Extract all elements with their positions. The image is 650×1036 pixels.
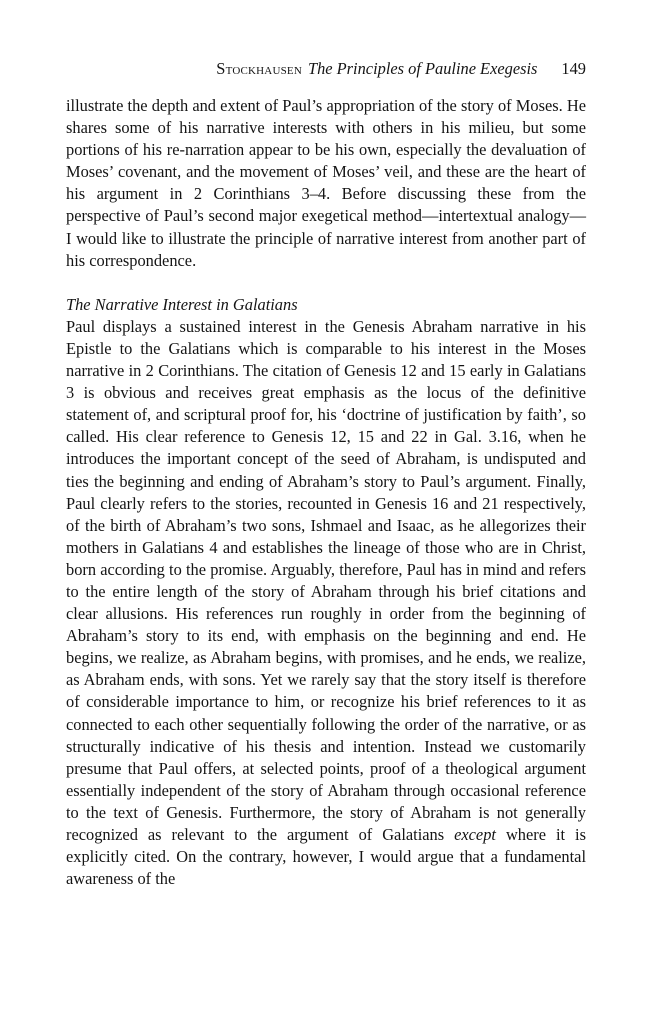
running-header <box>66 58 586 80</box>
header-title: The Principles of Pauline Exegesis <box>307 59 538 78</box>
emphasis-word: except <box>454 825 496 844</box>
section-heading: The Narrative Interest in Galatians <box>66 294 298 314</box>
paragraph-text-part-2: where it is explicitly cited. On the contrary, however, I would argue that a fundamental awareness of the <box>66 825 586 889</box>
header-author: Stockhausen <box>216 59 302 78</box>
page-number: 149 <box>561 59 586 78</box>
paragraph-moses: illustrate the depth and extent of Paul’s appropriation of the story of Moses. He shares some of his narrative interests with others in his milieu, but some portions of his re-narration appear to be his own, especially the devaluation of Moses’ covenant, and the movement of Moses’ veil, and these are the heart of his argument in 2 Corinthians 3–4. Before discussing these from the perspective of Paul’s second major exegetical method—intertextual analogy—I would like to illustrate the principle of narrative interest from another part of his correspondence. <box>66 96 586 270</box>
book-page <box>66 58 586 890</box>
paragraph-galatians <box>66 316 586 890</box>
paragraph-text-part-1: Paul displays a sustained interest in the Genesis Abraham narrative in his Epistle to the Galatians which is comparable to his interest in the Moses narrative in 2 Corinthians. The citation of Genesis 12 and 15 early in Galatians 3 is obvious and receives great emphasis as the locus of the definitive statement of, and scriptural proof for, his ‘doctrine of justification by faith’, so called. His clear reference to Genesis 12, 15 and 22 in Gal. 3.16, when he introduces the important concept of the seed of Abraham, is undisputed and ties the beginning and ending of Abraham’s story to Paul’s argument. Finally, Paul clearly refers to the stories, recounted in Genesis 16 and 21 respectively, of the birth of Abraham’s two sons, Ishmael and Isaac, as he allegorizes their mothers in Galatians 4 and establishes the lineage of those who are in Christ, born according to the promise. Arguably, therefore, Paul has in mind and refers to the entire length of the story of Abraham through his brief citations and clear allusions. His references run roughly in order from the beginning of Abraham’s story to its end, with emphasis on the beginning and end. He begins, we realize, as Abraham begins, with promises, and he ends, we realize, as Abraham ends, with sons. Yet we rarely say that the story itself is therefore of considerable importance to him, or recognize his brief references to it as connected to each other sequentially following the order of the narrative, or as structurally indicative of his thesis and intention. Instead we customarily presume that Paul offers, at selected points, proof of a theological argument essentially independent of the story of Abraham through occasional reference to the text of Genesis. Furthermore, the story of Abraham is not generally recognized as relevant to the argument of Galatians <box>66 316 586 844</box>
